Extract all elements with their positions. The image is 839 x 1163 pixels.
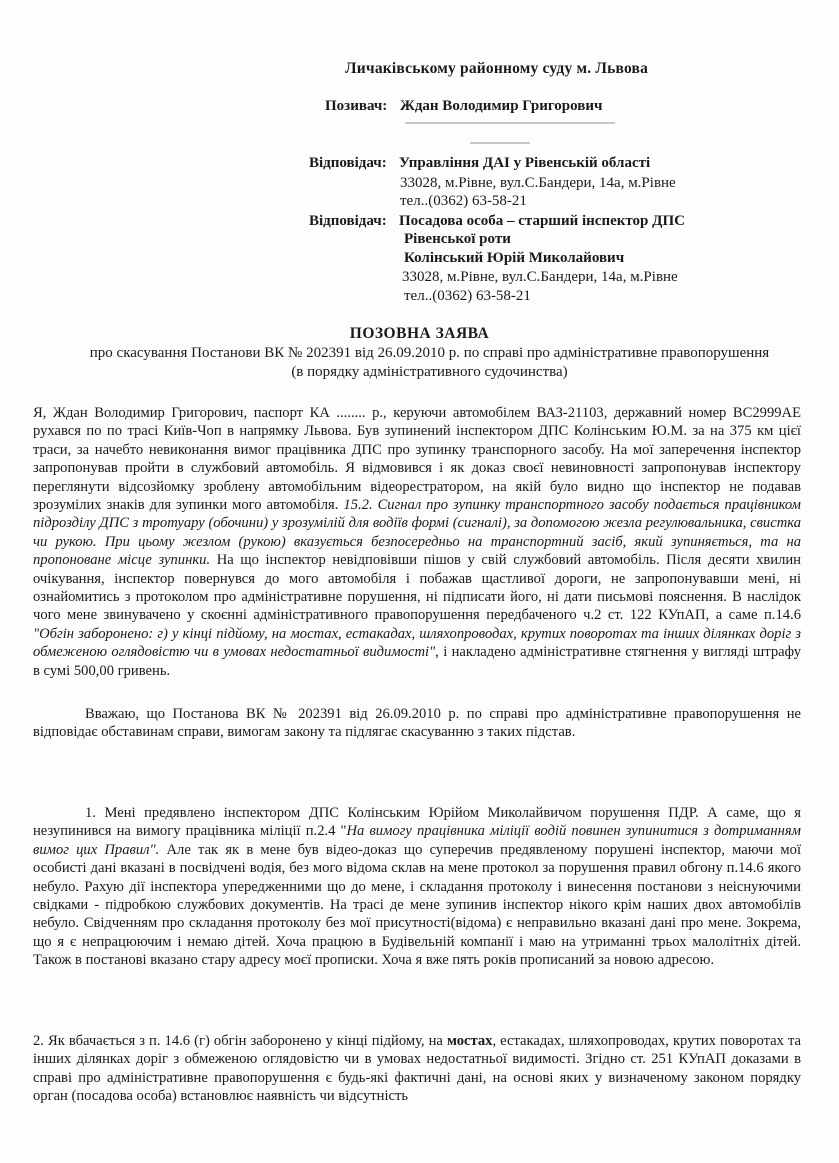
subtitle-line-1: про скасування Постанови ВК № 202391 від 26.09.2010 р. по справі про адміністративне правопорушення (89, 345, 770, 361)
defendant-2-block (0, 212, 839, 312)
redacted-line (405, 122, 615, 124)
redacted-line (470, 142, 530, 144)
document-subtitle (20, 344, 839, 382)
defendant-2-name-line1: Посадова особа – старший інспектор ДПС (399, 213, 685, 229)
paragraph-2-text: Вважаю, що Постанова ВК № 202391 від 26.09.2010 р. по справі про адміністративне правопорушення не відповідає обставинам справи, вимогам закону та підлягає скасуванню з таких підстав. (33, 706, 801, 741)
defendant-1-address: 33028, м.Рівне, вул.С.Бандери, 14а, м.Рівне (400, 175, 676, 191)
defendant-2-address: 33028, м.Рівне, вул.С.Бандери, 14а, м.Рівне (402, 269, 678, 285)
paragraph-1-text-c: і накладено адміністративне стягнення у вигляді штрафу в сумі 500,00 гривень. (33, 644, 801, 679)
paragraph-3-text-a: 1. Мені предявлено інспектором ДПС Колінським Юрійом Миколайвичом порушення ПДР. А саме, що я незупинився на вимогу працівника міліції п.2.4 " (33, 805, 801, 840)
paragraph-3-text (33, 804, 801, 970)
defendant-2-phone: тел..(0362) 63-58-21 (404, 288, 531, 304)
defendant-1-block (0, 154, 839, 214)
paragraph-4-text-b: , естакадах, шляхопроводах, крутих поворотах та інших ділянках доріг з обмеженою оглядовістю чи в умовах недостатньої видимості. Згідно ст. 251 КУпАП доказами в справі про адміністративне правопорушення є будь-які фактичні дані, на основі яких у визначеному законом порядку орган (посадова особа) встановлює наявність чи відсутність (33, 1033, 801, 1105)
plaintiff-block (0, 97, 839, 137)
paragraph-4-text (33, 1032, 801, 1106)
defendant-2-name-line2: Рівенської роти (404, 231, 511, 247)
defendant-1-phone: тел..(0362) 63-58-21 (400, 193, 527, 209)
defendant-2-label: Відповідач: (309, 213, 387, 229)
paragraph-1-text-b: На що інспектор невідповівши пішов у свій службовий автомобіль. Після десяти хвилин очікування, інспектор повернувся до мого автомобіля і побажав щастливої дороги, не запропонувавши мені, ні ознайомитись з протоколом про адміністративне порушення, ні підписати його, ні дати письмові пояснення. В наслідок чого мене звинувачено у скоєнні адміністративного правопорушення передбаченого ч.2 ст. 122 КУпАП, а саме п.14.6 (33, 552, 801, 624)
paragraph-4-bold: мостах (446, 1033, 493, 1049)
paragraph-3-text-b: Але так як в мене був відео-доказ що суперечив предявленому порушені інспектор, маючи мої особисті дані вказані в посвідчені водія, без мого відома склав на мене протокол за порушення правил обгону п.14.6 якого небуло. Рахую дії інспектора упередженними що до мене, і складання протоколу і винесення постанови з неіснуючими свідками - підробкою службових документів. На трасі де мене зупинив інспектор нікого крім наших двох автомобілів небуло. Свідченням про складання протоколу без мої присутності(відома) є неправильно вказані дані про мене. Зокрема, що я є непрацюючим і немаю дітей. Хоча працюю в Будівельній компанії і маю на утриманні трьох малолітніх дітей. Також в постанові вказано стару адресу моєї прописки. Хоча я вже пять років прописаний за новою адресою. (33, 841, 801, 969)
paragraph-1-quote: 15.2. Сигнал про зупинку транспортного засобу подається працівником підрозділу ДПС з тротуару (обочини) у зрозумілій для водіїв формі (сигналі), за допомогою жезла регулювальника, свистка чи рукою. При цьому жезлом (рукою) вказується безпосередньо на транспортний засіб, який зупиняється, та на пропоноване місце зупинки. (33, 497, 801, 569)
subtitle-line-2: (в порядку адміністративного судочинства) (291, 364, 568, 380)
paragraph-3 (33, 804, 801, 970)
defendant-1-name: Управління ДАІ у Рівенській області (399, 155, 651, 171)
paragraph-4 (33, 1032, 801, 1106)
paragraph-2 (33, 705, 801, 742)
court-name: Личаківському районному суду м. Львова (345, 60, 649, 77)
paragraph-4-text-a: 2. Як вбачається з п. 14.6 (г) обгін заборонено у кінці підйому, на (33, 1033, 443, 1049)
paragraph-3-quote: На вимогу працівника міліції водій повинен зупинитися з дотриманням вимог цих Правил". (33, 823, 801, 858)
paragraph-1-quote-2: "Обгін заборонено: г) у кінці підйому, на мостах, естакадах, шляхопроводах, крутих поворотах та інших ділянках доріг з обмеженою оглядовістю чи в умовах недостатньої видимості", (33, 625, 801, 661)
paragraph-text (33, 404, 801, 680)
paragraph-1 (33, 404, 801, 680)
paragraph-1-text-a: Я, Ждан Володимир Григорович, паспорт КА ........ р., керуючи автомобілем ВАЗ-21103, державний номер ВС2999АЕ рухався по по трасі Київ-Чоп в напрямку Львова. Був зупинений інспектором ДПС Колінським Ю.М. за на 375 км цієї траси, за начебто невиконання вимог працівника ДПС про зупинку транспорного засобу. На мої заперечення інспектор запропонував пройти в службовий автомобіль. Я відмовився і як доказ своєї невиновності запропонував інспектору переглянути відсозйомку зроблену автомобільним відеорестратором, на якій було видно що інспектор не подавав зрозумілих знаків для зупинки мого автомобіля. (33, 405, 801, 514)
plaintiff-name: Ждан Володимир Григорович (400, 98, 603, 114)
plaintiff-label: Позивач: (325, 98, 388, 114)
defendant-1-label: Відповідач: (309, 155, 387, 171)
defendant-2-name-line3: Колінський Юрій Миколайович (404, 250, 625, 266)
document-title: ПОЗОВНА ЗАЯВА (349, 325, 490, 342)
